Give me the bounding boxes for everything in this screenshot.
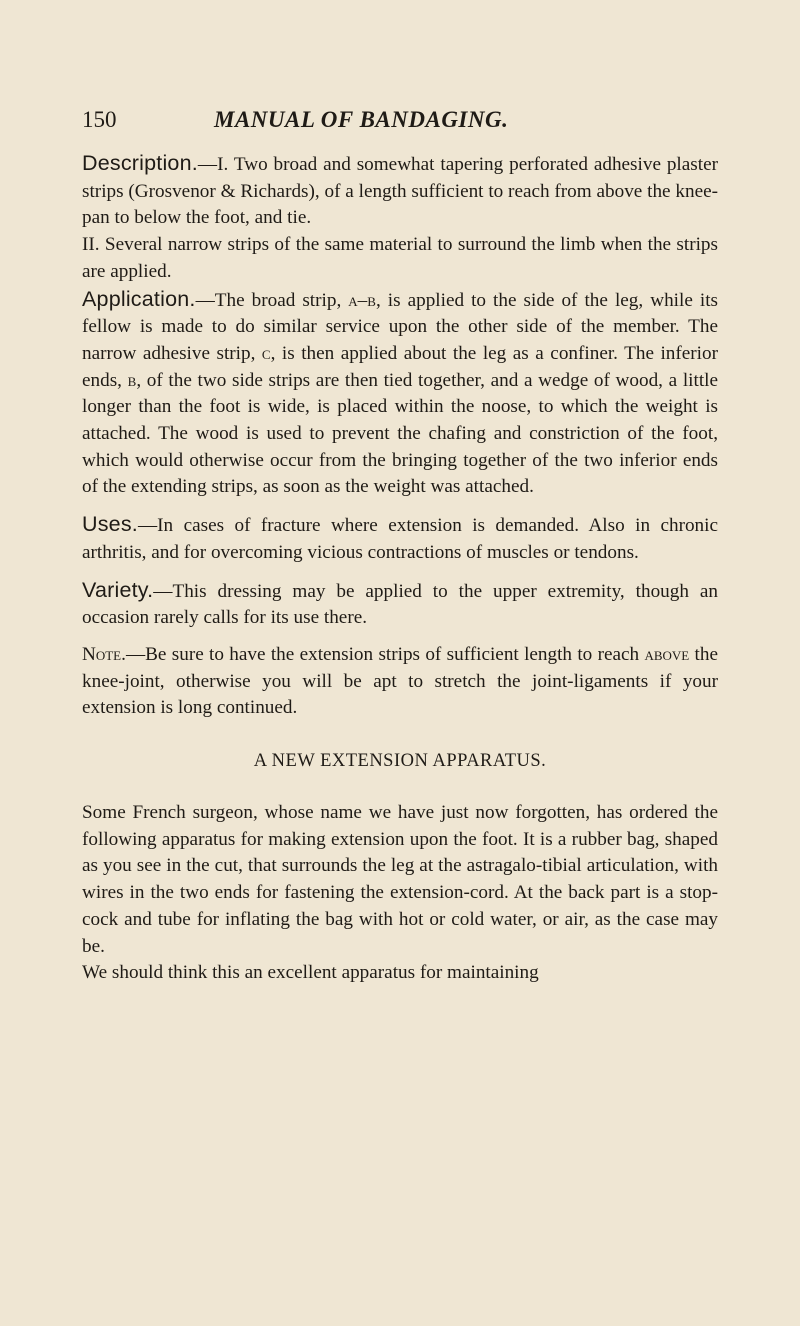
strip-label-ab: a–b [348,289,376,311]
variety-paragraph [82,577,718,632]
application-text-2: , is applied to the side of the leg, while its fellow is made to do similar service upon the other side of the member. The narrow adhesive strip, [82,289,719,364]
uses-heading: Uses. [82,512,138,537]
application-text-1: —The broad strip, [195,289,349,311]
note-heading: Note. [82,643,126,665]
running-head [82,102,718,138]
page-number: 150 [82,107,117,132]
description-item-2-paragraph [82,232,718,285]
note-emphasis-above: above [644,643,690,665]
apparatus-paragraph-1 [82,800,718,960]
apparatus-section-title: A NEW EXTENSION APPARATUS. [253,751,547,772]
page-content [82,150,718,987]
description-heading: Description. [82,151,198,175]
application-text-3: , is then applied about the leg as a confiner. The inferior ends, [82,342,718,391]
uses-paragraph [82,511,718,566]
apparatus-text-2: We should think this an excellent apparatus for maintaining [82,962,539,984]
uses-text: —In cases of fracture where extension is demanded. Also in chronic arthritis, and for overcoming vicious contractions of muscles or tendons. [82,515,718,563]
application-heading: Application. [82,286,196,311]
variety-heading: Variety. [82,577,154,602]
strip-label-b: b [127,369,137,391]
application-paragraph [82,286,718,502]
apparatus-paragraph-2 [82,960,718,987]
variety-text: —This dressing may be applied to the upper extremity, though an occasion rarely calls for its use there. [82,580,718,629]
description-paragraph [82,150,718,232]
application-text-4: , of the two side strips are then tied together, and a wedge of wood, a little longer than the foot is wide, is placed within the noose, to which the weight is attached. The wood is used to prevent the chafing and constriction of the foot, which would otherwise occur from the bringing together of the two inferior ends of the extending strips, as soon as the weight was attached. [82,369,719,498]
running-title: MANUAL OF BANDAGING. [214,107,509,132]
description-item-1: —I. Two broad and somewhat tapering perforated adhesive plaster strips (Grosvenor & Richards), of a length sufficient to reach from above the knee-pan to below the foot, and tie. [82,154,718,229]
strip-label-c: c [261,342,271,364]
note-text-1: —Be sure to have the extension strips of sufficient length to reach [125,643,645,665]
apparatus-text-1: Some French surgeon, whose name we have just now forgotten, has ordered the following apparatus for making extension upon the foot. It is a rubber bag, shaped as you see in the cut, that surrounds the leg at the astragalo-tibial articulation, with wires in the two ends for fastening the extension-cord. At the back part is a stop-cock and tube for inflating the bag with hot or cold water, or air, as the case may be. [82,802,718,957]
note-paragraph [82,642,718,722]
description-item-2: II. Several narrow strips of the same material to surround the limb when the strips are applied. [82,234,718,282]
note-text-2: the knee-joint, otherwise you will be apt to stretch the joint-ligaments if your extension is long continued. [82,643,718,719]
